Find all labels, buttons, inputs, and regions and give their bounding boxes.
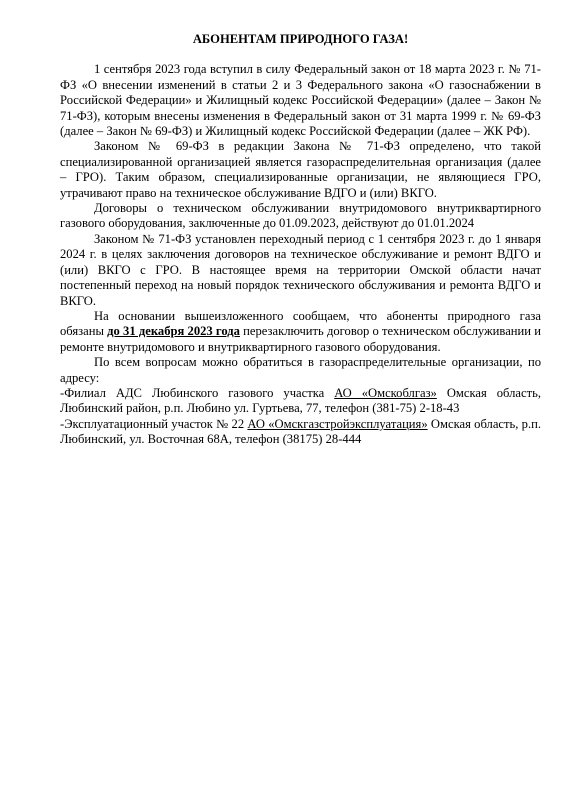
paragraph-contact-intro: По всем вопросам можно обратиться в газораспределительные организации, по адресу: bbox=[60, 355, 541, 385]
deadline-date: до 31 декабря 2023 года bbox=[107, 324, 240, 339]
contact-address: Омская область, р.п. Любинский, ул. Восточная 68А, телефон (38175) 28-444 bbox=[60, 416, 541, 447]
contact-omskoblgaz bbox=[60, 386, 541, 417]
contact-prefix: -Филиал АДС Любинского газового участка bbox=[60, 385, 335, 400]
org-link-omskgazstroy[interactable]: АО «Омскгазстройэксплуатация» bbox=[247, 416, 428, 431]
org-link-omskoblgaz[interactable]: АО «Омскоблгаз» bbox=[334, 385, 437, 400]
paragraph-transition-period: Законом № 71-ФЗ установлен переходный период с 1 сентября 2023 г. до 1 января 2024 г. в целях заключения договоров на техническое обслуживание и ремонт ВДГО и (или) ВКГО с ГРО. В настоящее время на территории Омской области начат постепенный переход на новый порядок технического обслуживания и ремонта ВДГО и ВКГО. bbox=[60, 231, 541, 308]
contact-prefix: -Эксплуатационный участок № 22 bbox=[60, 416, 248, 431]
obligation-text: На основании вышеизложенного сообщаем, что абоненты природного газа обязаны bbox=[60, 308, 541, 339]
contact-address: Омская область, Любинский район, р.п. Любино ул. Гуртьева, 77, телефон (381-75) 2-18-43 bbox=[60, 385, 541, 416]
document-title: АБОНЕНТАМ ПРИРОДНОГО ГАЗА! bbox=[192, 32, 409, 46]
paragraph-contracts-validity: Договоры о техническом обслуживании внутридомового внутриквартирного газового оборудования, заключенные до 01.09.2023, действуют до 01.01.2024 bbox=[60, 201, 541, 231]
paragraph-law-change: 1 сентября 2023 года вступил в силу Федеральный закон от 18 марта 2023 г. № 71-ФЗ «О внесении изменений в статьи 2 и 3 Федерального закона «О газоснабжении в Российской Федерации» и Жилищный кодекс Российской Федерации» (далее – Закон № 71-ФЗ), которым внесены изменения в Федеральный закон от 31 марта 1999 г. № 69-ФЗ (далее – Закон № 69-ФЗ) и Жилищный кодекс Российской Федерации (далее – ЖК РФ). bbox=[60, 62, 541, 139]
paragraph-gro-definition: Законом № 69-ФЗ в редакции Закона № 71-ФЗ определено, что такой специализированной организацией является газораспределительная организация (далее – ГРО). Таким образом, специализированные организации, не являющиеся ГРО, утрачивают право на техническое обслуживание ВДГО и (или) ВКГО. bbox=[60, 139, 541, 200]
contact-omskgazstroy bbox=[60, 417, 541, 448]
obligation-text-end: перезаключить договор о техническом обслуживании и ремонте внутридомового и внутриквартирного газового оборудования. bbox=[60, 324, 541, 354]
paragraph-obligation bbox=[60, 309, 541, 355]
